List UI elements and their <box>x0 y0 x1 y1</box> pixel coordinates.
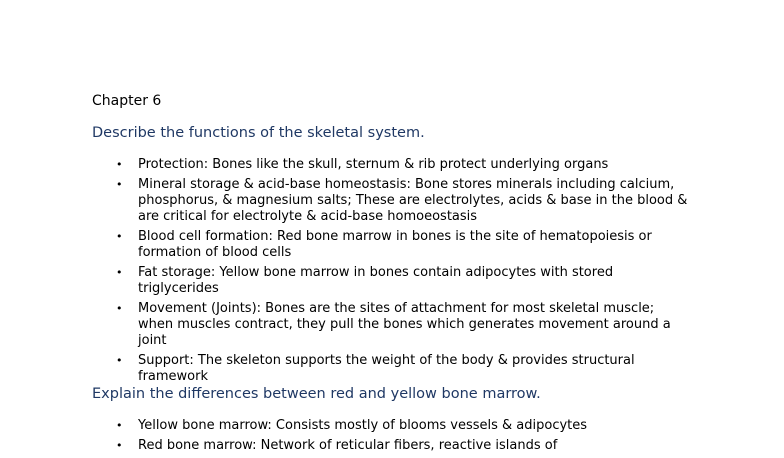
bullet-icon: • <box>116 266 123 279</box>
list-item <box>0 265 688 297</box>
section-heading-bone-marrow: Explain the differences between red and yellow bone marrow. <box>92 386 541 402</box>
list-item-text: Red bone marrow: Network of reticular fibers, reactive islands of <box>138 438 558 453</box>
chapter-title: Chapter 6 <box>92 93 162 109</box>
list-item <box>0 353 688 385</box>
section-heading-skeletal-functions: Describe the functions of the skeletal system. <box>92 125 425 141</box>
bullet-icon: • <box>116 419 123 432</box>
list-item-text: Yellow bone marrow: Consists mostly of blooms vessels & adipocytes <box>138 418 588 433</box>
bullet-icon: • <box>116 158 123 171</box>
list-item-text: Movement (Joints): Bones are the sites of attachment for most skeletal muscle; when muscles contract, they pull the bones which generates movement around a joint <box>138 301 671 348</box>
skeletal-functions-list <box>0 157 784 389</box>
bullet-icon: • <box>116 230 123 243</box>
list-item-text: Blood cell formation: Red bone marrow in bones is the site of hematopoiesis or formation of blood cells <box>138 229 652 260</box>
list-item <box>0 177 688 225</box>
bullet-icon: • <box>116 178 123 191</box>
bullet-icon: • <box>116 439 123 452</box>
list-item <box>0 301 688 349</box>
list-item-text: Mineral storage & acid-base homeostasis: Bone stores minerals including calcium, phosphorus, & magnesium salts; These are electrolytes, acids & base in the blood & are critical for electrolyte & acid-base homoeostasis <box>138 177 688 224</box>
list-item-text: Protection: Bones like the skull, sternum & rib protect underlying organs <box>138 157 609 172</box>
bullet-icon: • <box>116 302 123 315</box>
list-item <box>0 157 688 173</box>
list-item <box>0 418 688 434</box>
bone-marrow-list <box>0 418 784 458</box>
list-item-text: Support: The skeleton supports the weight of the body & provides structural framework <box>138 353 635 384</box>
list-item-text: Fat storage: Yellow bone marrow in bones contain adipocytes with stored triglycerides <box>138 265 614 296</box>
list-item <box>0 438 688 454</box>
list-item <box>0 229 688 261</box>
bullet-icon: • <box>116 354 123 367</box>
